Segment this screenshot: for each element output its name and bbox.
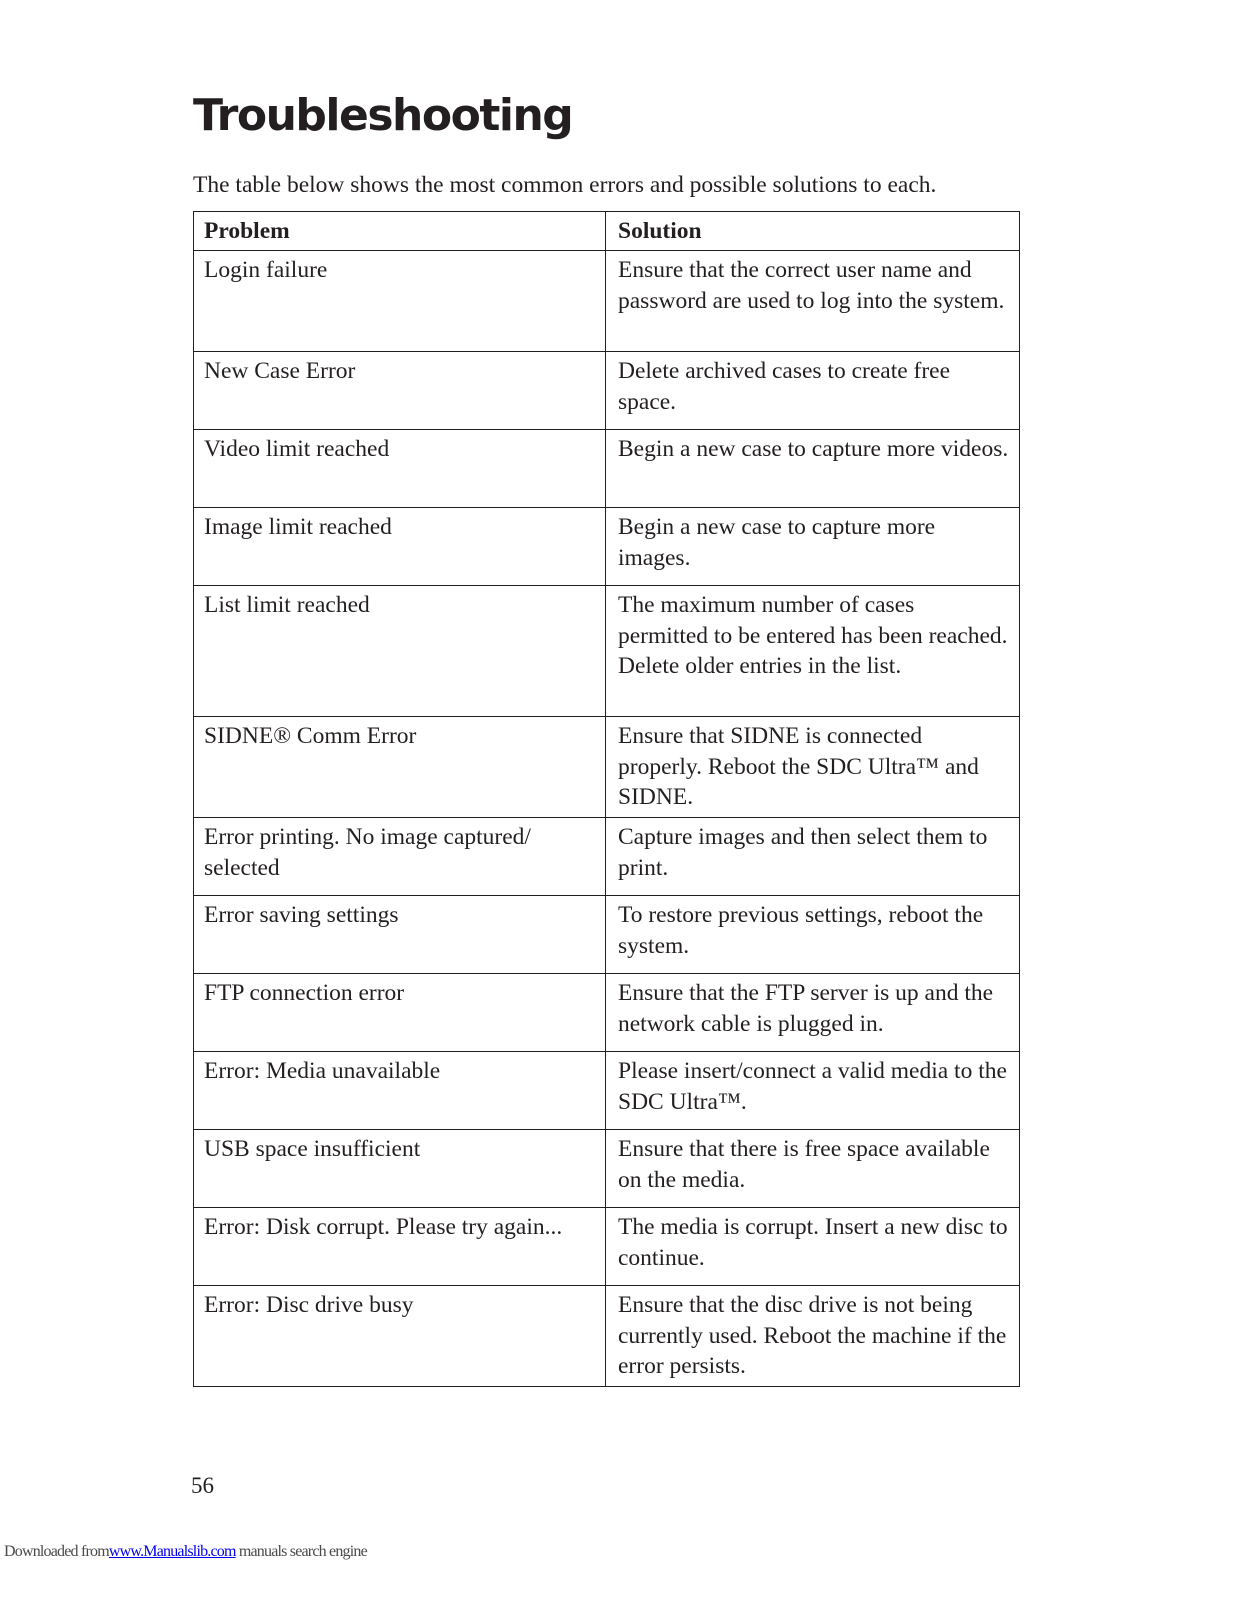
troubleshooting-table xyxy=(193,211,1020,1387)
download-prefix: Downloaded from xyxy=(4,1543,109,1560)
table-row xyxy=(194,896,1020,974)
problem-cell: List limit reached xyxy=(194,586,606,717)
table-row xyxy=(194,1052,1020,1130)
table-header-row xyxy=(194,212,1020,251)
intro-text: The table below shows the most common errors and possible solutions to each. xyxy=(193,172,937,198)
problem-cell: Error saving settings xyxy=(194,896,606,974)
problem-cell: Error: Disk corrupt. Please try again... xyxy=(194,1208,606,1286)
manualslib-link[interactable]: www.Manualslib.com xyxy=(108,1543,236,1560)
solution-cell: The media is corrupt. Insert a new disc to continue. xyxy=(606,1208,1020,1286)
problem-cell: New Case Error xyxy=(194,352,606,430)
table-row xyxy=(194,1286,1020,1387)
solution-cell: Ensure that the correct user name and password are used to log into the system. xyxy=(606,251,1020,352)
solution-cell: Capture images and then select them to print. xyxy=(606,818,1020,896)
problem-cell: SIDNE® Comm Error xyxy=(194,717,606,818)
solution-cell: Ensure that the disc drive is not being currently used. Reboot the machine if the error persists. xyxy=(606,1286,1020,1387)
problem-cell: Image limit reached xyxy=(194,508,606,586)
header-problem: Problem xyxy=(194,212,606,251)
table-row xyxy=(194,586,1020,717)
header-solution: Solution xyxy=(606,212,1020,251)
page-title: Troubleshooting xyxy=(193,90,573,141)
problem-cell: FTP connection error xyxy=(194,974,606,1052)
problem-cell: Error printing. No image captured/ selected xyxy=(194,818,606,896)
table-row xyxy=(194,251,1020,352)
solution-cell: The maximum number of cases permitted to be entered has been reached. Delete older entries in the list. xyxy=(606,586,1020,717)
page-number: 56 xyxy=(191,1473,214,1498)
solution-cell: Please insert/connect a valid media to the SDC Ultra™. xyxy=(606,1052,1020,1130)
download-footer xyxy=(4,1541,367,1563)
table-row xyxy=(194,1130,1020,1208)
solution-cell: To restore previous settings, reboot the system. xyxy=(606,896,1020,974)
solution-cell: Delete archived cases to create free space. xyxy=(606,352,1020,430)
download-suffix: manuals search engine xyxy=(238,1543,367,1560)
table-row xyxy=(194,430,1020,508)
table-row xyxy=(194,1208,1020,1286)
solution-cell: Ensure that SIDNE is connected properly. Reboot the SDC Ultra™ and SIDNE. xyxy=(606,717,1020,818)
table-row xyxy=(194,818,1020,896)
solution-cell: Ensure that the FTP server is up and the network cable is plugged in. xyxy=(606,974,1020,1052)
solution-cell: Begin a new case to capture more videos. xyxy=(606,430,1020,508)
solution-cell: Ensure that there is free space available on the media. xyxy=(606,1130,1020,1208)
problem-cell: Error: Disc drive busy xyxy=(194,1286,606,1387)
table-row xyxy=(194,974,1020,1052)
problem-cell: Error: Media unavailable xyxy=(194,1052,606,1130)
solution-cell: Begin a new case to capture more images. xyxy=(606,508,1020,586)
table-row xyxy=(194,352,1020,430)
table-row xyxy=(194,717,1020,818)
table-row xyxy=(194,508,1020,586)
problem-cell: USB space insufficient xyxy=(194,1130,606,1208)
problem-cell: Video limit reached xyxy=(194,430,606,508)
problem-cell: Login failure xyxy=(194,251,606,352)
